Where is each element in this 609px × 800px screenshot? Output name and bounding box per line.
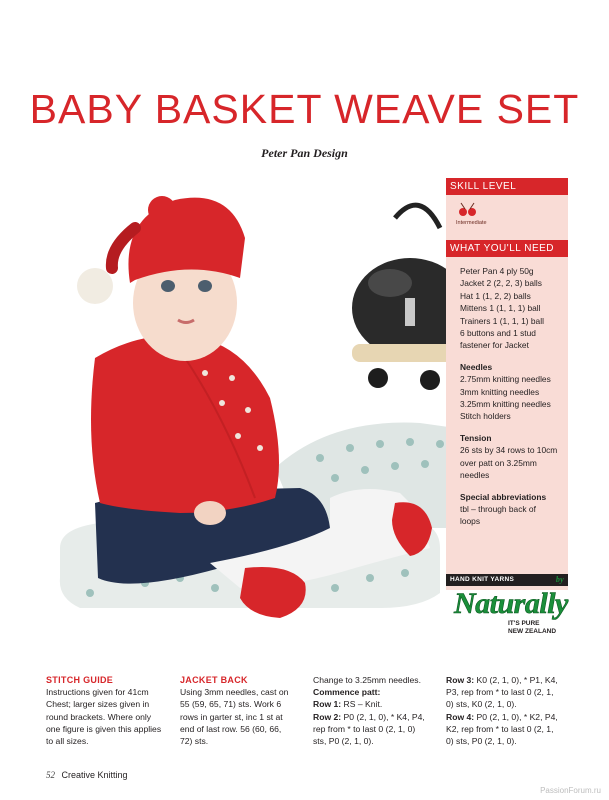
row-label: Row 1: [313,699,342,710]
body-line: rep from * to last 0 (2, 1, 0) [313,723,416,734]
body-line: 0) sts, K0 (2, 1, 0). [446,699,517,710]
material-item: fastener for Jacket [460,340,529,351]
body-line: P3, rep from * to last 0 (2, 1, [446,687,554,698]
material-item: Trainers 1 (1, 1, 1) ball [460,315,544,326]
commence-label: Commence patt: [313,687,381,698]
tension-line: over patt on 3.25mm [460,457,537,468]
abbreviation-line: tbl – through back of [460,503,536,514]
body-line: Using 3mm needles, cast on [180,687,289,698]
body-line: 72) sts. [180,736,209,747]
logo-bar [446,574,568,586]
tension-heading: Tension [460,432,492,443]
body-line: Chest; larger sizes given in [46,699,150,710]
jacket-back-column [180,674,300,747]
abbreviations-heading: Special abbreviations [460,491,547,502]
skill-level-value: Intermediate [456,220,487,226]
logo-tagline-2: NEW ZEALAND [508,628,557,635]
abbreviation-line: loops [460,516,481,527]
skill-level-heading: SKILL LEVEL [446,178,568,195]
row-text: P0 (2, 1, 0), * K2, P4, [474,711,558,722]
logo-tagline-1: IT'S PURE [508,620,540,627]
body-line: round brackets. Where only [46,711,152,722]
skill-level-block [446,195,568,240]
row-label: Row 2: [313,711,342,722]
page-number: 52 [46,770,55,780]
row-text: K0 (2, 1, 0), * P1, K4, [474,675,558,685]
page-title: BABY BASKET WEAVE SET [29,86,580,132]
material-item: Peter Pan 4 ply 50g [460,266,534,276]
watermark: PassionForum.ru [540,786,601,795]
row-text: P0 (2, 1, 0), * K4, P4, [341,711,425,722]
needle-item: 2.75mm knitting needles [460,374,551,385]
material-item: 6 buttons and 1 stud [460,328,536,339]
pattern-column-3 [313,674,433,747]
stitch-guide-column [46,674,166,747]
needles-heading: Needles [460,361,493,372]
body-line: end of last row. 56 (60, 66, [180,723,282,734]
row-text: RS – Knit. [341,699,383,710]
row-label: Row 4: [446,711,475,722]
page-footer [46,770,128,780]
logo-bar-text: HAND KNIT YARNS [450,576,515,583]
material-item: Mittens 1 (1, 1, 1) ball [460,303,541,314]
logo-wordmark: Naturally [454,587,568,620]
body-line: Instructions given for 41cm [46,687,149,698]
row-label: Row 3: [446,675,475,685]
baby-photo [0,168,470,648]
logo-by: by [555,575,564,584]
body-line: 55 (59, 65, 71) sts. Work 6 [180,699,282,710]
material-item: Jacket 2 (2, 2, 3) balls [460,278,542,289]
needle-item: 3.25mm knitting needles [460,399,551,410]
stitch-guide-heading: STITCH GUIDE [46,675,114,685]
magazine-name: Creative Knitting [61,770,128,780]
designer-credit: Peter Pan Design [261,146,348,160]
body-line: sts, P0 (2, 1, 0). [313,736,374,747]
sidebar-panel [446,178,568,590]
tension-line: needles [460,470,490,481]
requirements-list [446,257,568,528]
pattern-column-4 [446,674,566,747]
body-line: one figure is given this applies [46,723,162,734]
what-you-need-heading: WHAT YOU'LL NEED [446,240,568,257]
yarn-ball-icon [458,202,478,218]
body-line: K2, rep from * to last 0 (2, 1, [446,723,554,734]
body-line: rows in garter st, inc 1 st at [180,711,283,722]
tension-line: 26 sts by 34 rows to 10cm [460,445,558,456]
body-line: 0) sts, P0 (2, 1, 0). [446,736,517,747]
material-item: Hat 1 (1, 2, 2) balls [460,290,531,301]
body-line: to all sizes. [46,736,89,747]
needle-item: 3mm knitting needles [460,386,540,397]
jacket-back-heading: JACKET BACK [180,675,248,685]
body-line: Change to 3.25mm needles. [313,675,421,685]
needle-item: Stitch holders [460,411,511,422]
naturally-logo [446,574,568,652]
